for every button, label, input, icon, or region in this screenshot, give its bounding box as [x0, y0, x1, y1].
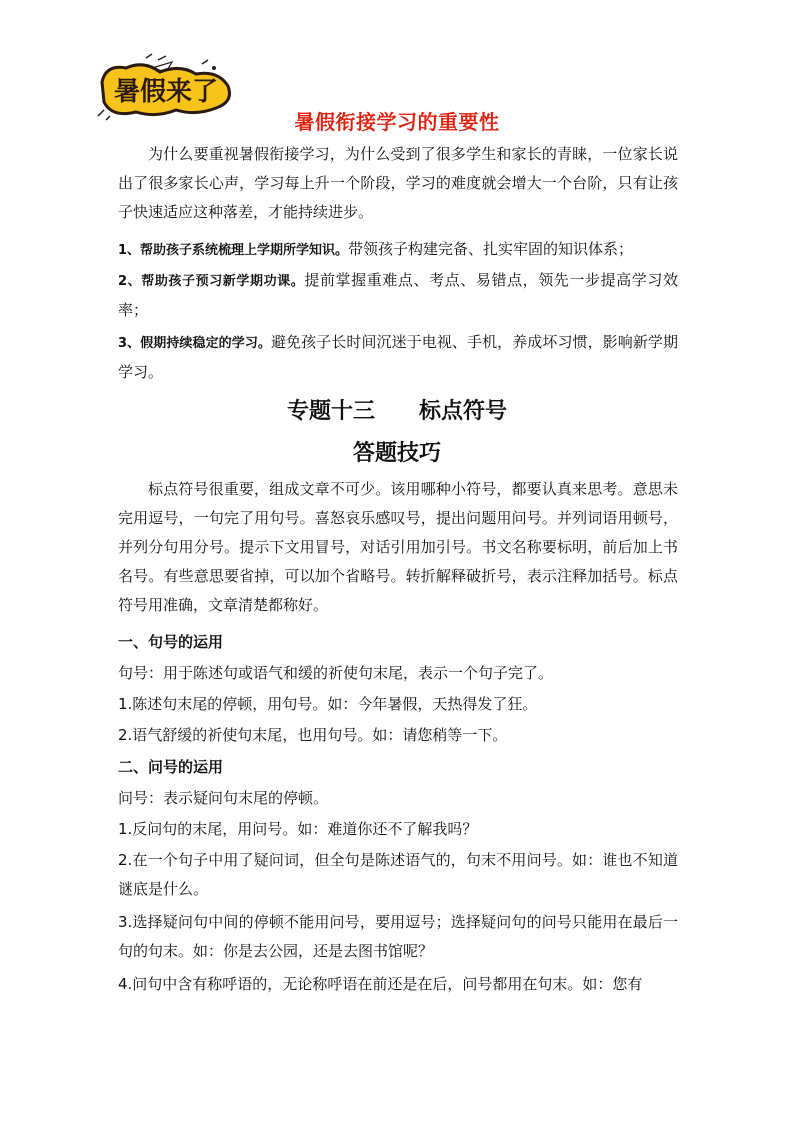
topic-subheading: 答题技巧: [352, 440, 441, 466]
intro-point-2: [118, 266, 678, 325]
section-2-item-3: 3.选择疑问句中间的停顿不能用问号，要用逗号；选择疑问句的问号只能用在最后一句的句末。如：你是去公园，还是去图书馆呢？: [118, 913, 678, 960]
point-2-rest: 提前掌握重难点、考点、易错点，领先一步提高学习效率；: [118, 271, 678, 319]
topic-rhyme: 标点符号很重要，组成文章不可少。该用哪种小符号，都要认真来思考。意思未完用逗号，一句完了用句号。喜怒哀乐感叹号，提出问题用问号。并列词语用顿号，并列分句用分号。提示下文用冒号，对话引用加引号。书文名称要标明，前后加上书名号。有些意思要省掉，可以加个省略号。转折解释破折号，表示注释加括号。标点符号用准确，文章清楚都称好。: [118, 480, 678, 614]
section-1-item-2: 2.语气舒缓的祈使句末尾，也用句号。如：请您稍等一下。: [118, 726, 508, 744]
section-1-title: 一、句号的运用: [118, 633, 224, 651]
intro-paragraph: 为什么要重视暑假衔接学习，为什么受到了很多学生和家长的青睐，一位家长说出了很多家长心声，学习每上升一个阶段，学习的难度就会增大一个台阶，只有让孩子快速适应这种落差，才能持续进步。: [118, 145, 678, 221]
point-1-lead: 1、帮助孩子系统梳理上学期所学知识。: [118, 243, 349, 258]
topic-heading: 专题十三 标点符号: [286, 398, 507, 424]
point-3-rest: 避免孩子长时间沉迷于电视、手机，养成坏习惯，影响新学期学习。: [118, 333, 678, 381]
intro-title: 暑假衔接学习的重要性: [294, 110, 500, 134]
point-2-lead: 2、帮助孩子预习新学期功课。: [118, 274, 305, 289]
point-3-lead: 3、假期持续稳定的学习。: [118, 336, 271, 351]
section-1-item-1: 1.陈述句末尾的停顿，用句号。如：今年暑假，天热得发了狂。: [118, 695, 538, 713]
section-2-definition: 问号：表示疑问句末尾的停顿。: [118, 789, 329, 807]
intro-point-1: [118, 235, 678, 265]
intro-point-3: [118, 328, 678, 387]
section-2-item-1: 1.反问句的末尾，用问号。如：难道你还不了解我吗？: [118, 820, 478, 838]
point-1-rest: 带领孩子构建完备、扎实牢固的知识体系；: [348, 240, 634, 258]
section-2-item-2: 2.在一个句子中用了疑问词，但全句是陈述语气的，句末不用问号。如：谁也不知道谜底是什么。: [118, 851, 678, 898]
section-1-definition: 句号：用于陈述句或语气和缓的祈使句末尾，表示一个句子完了。: [118, 664, 554, 682]
section-2-item-4: 4.问句中含有称呼语的，无论称呼语在前还是在后，问号都用在句末。如：您有: [118, 975, 643, 993]
section-2-title: 二、问号的运用: [118, 758, 224, 776]
logo-text: 暑假来了: [113, 77, 219, 107]
